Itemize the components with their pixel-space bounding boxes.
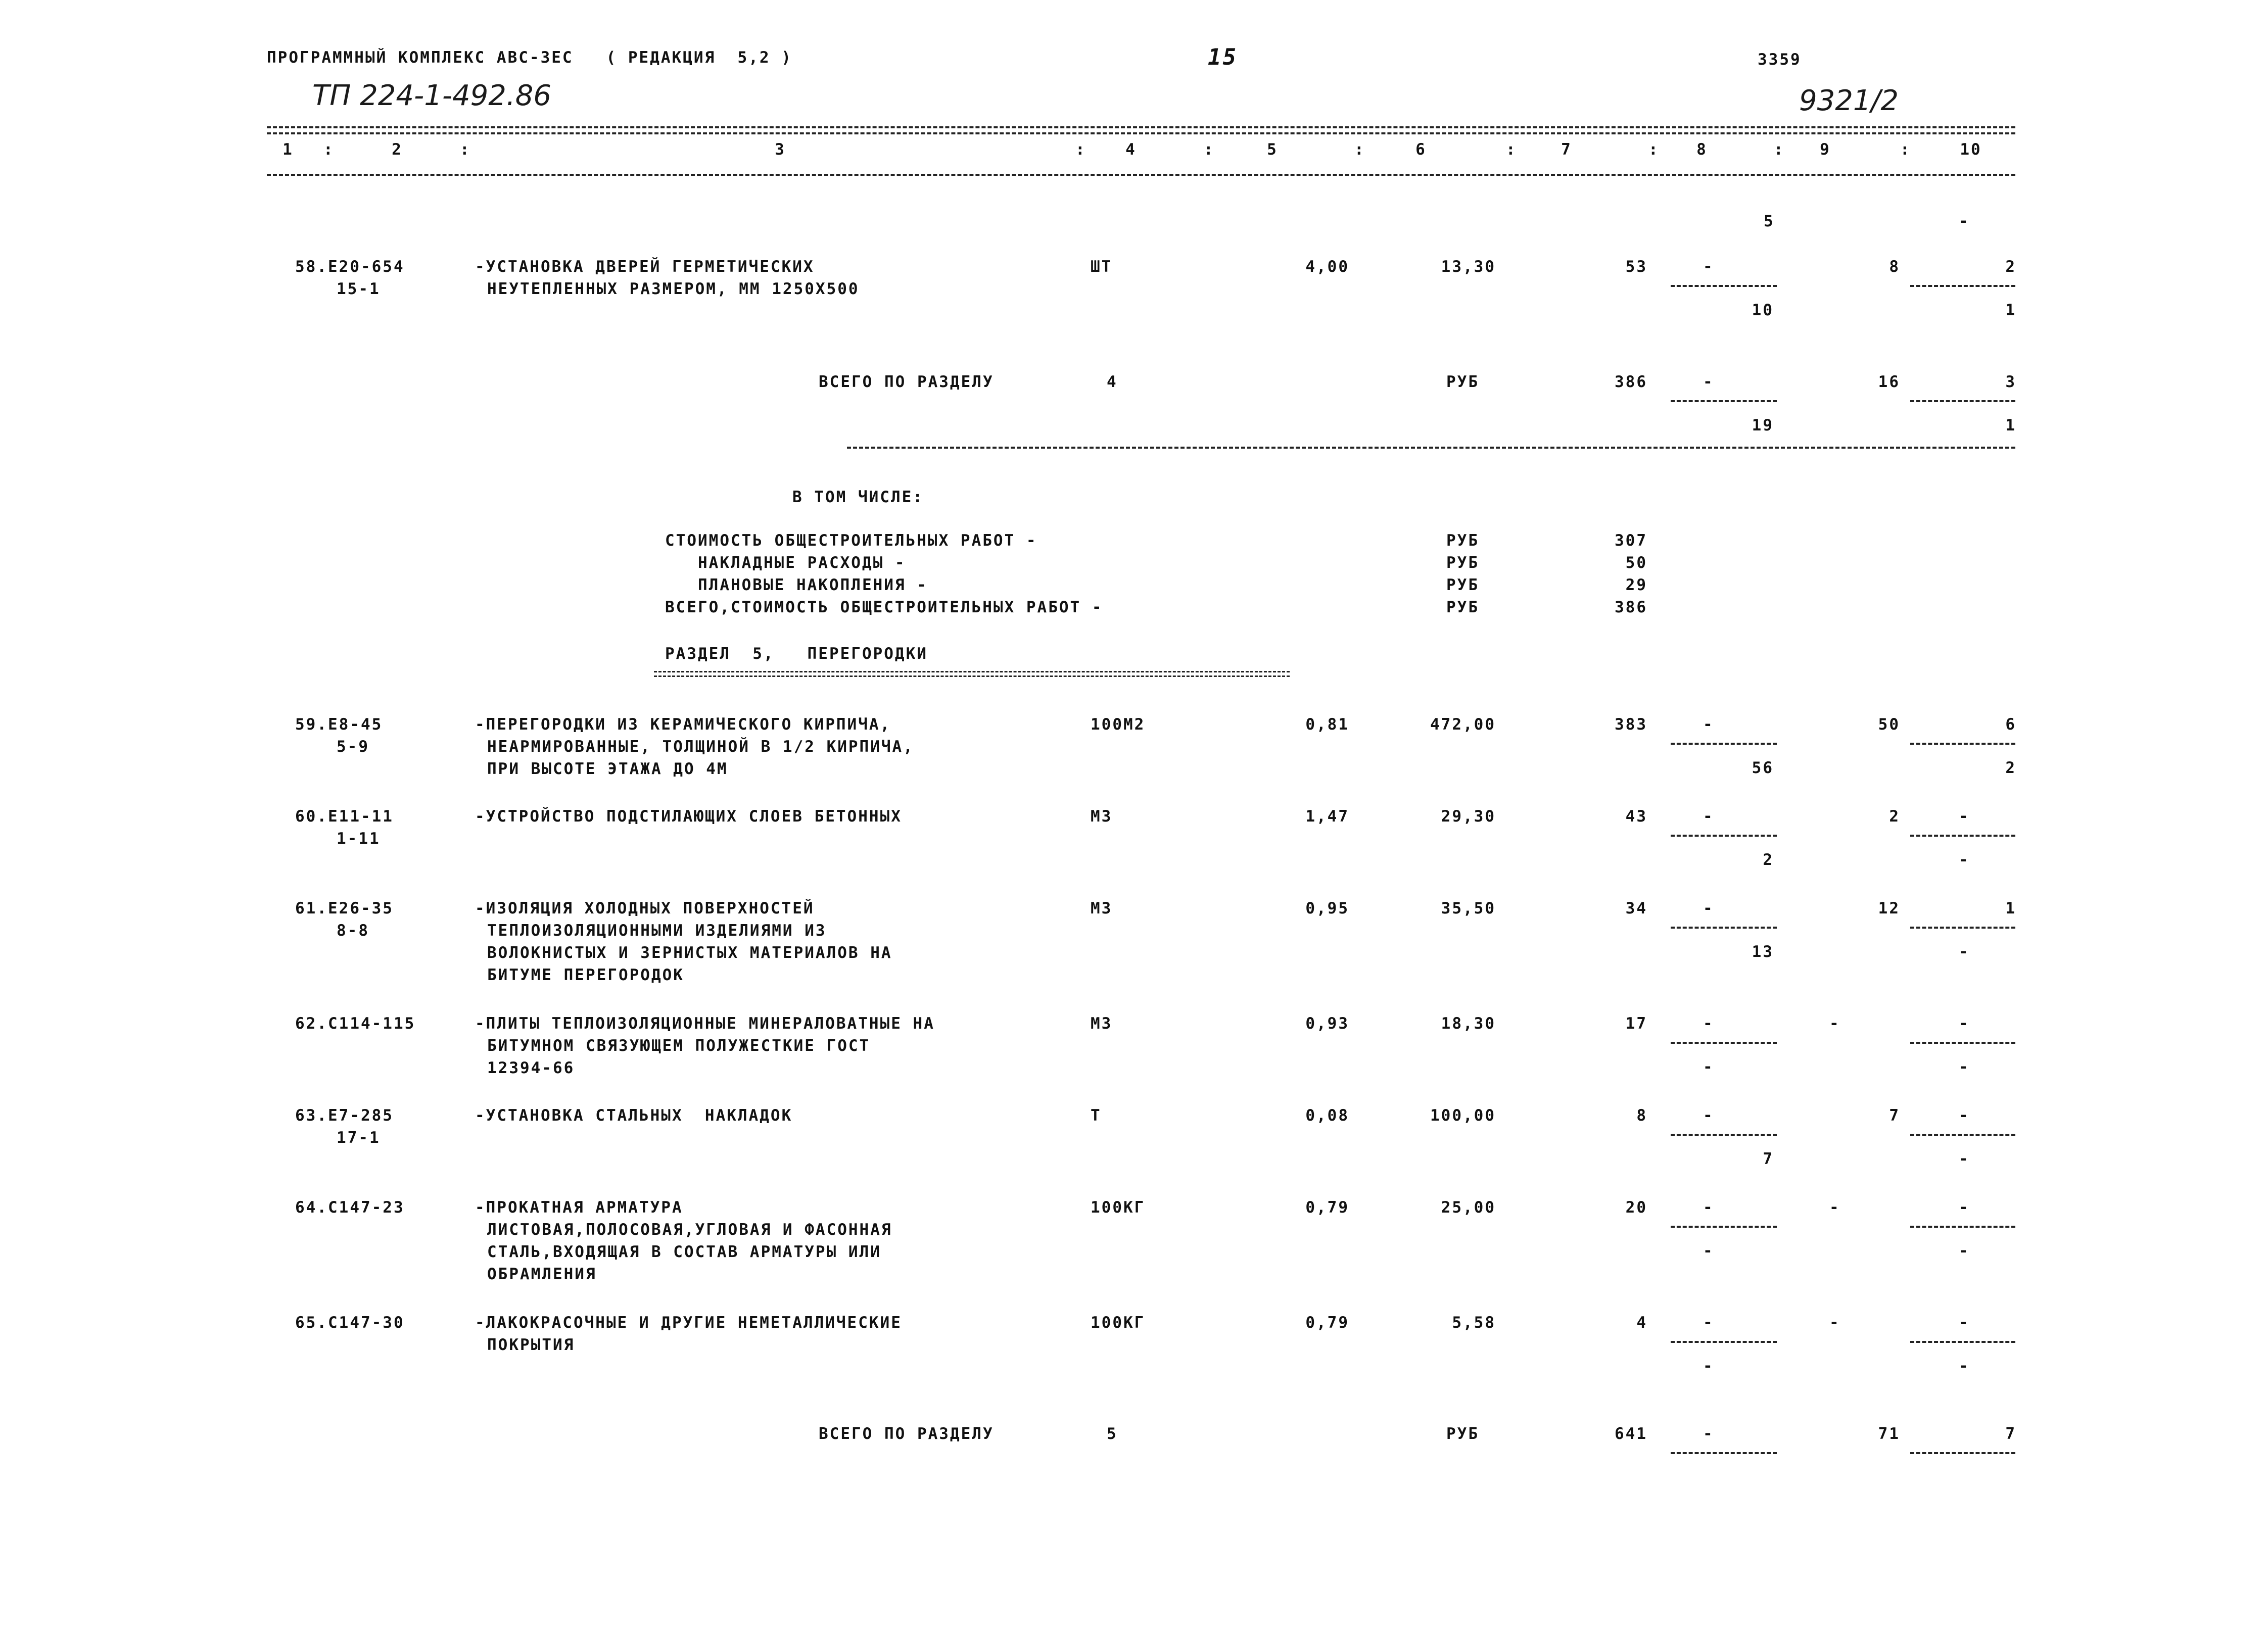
breakdown-label: СТОИМОСТЬ ОБЩЕСТРОИТЕЛЬНЫХ РАБОТ - <box>665 532 1037 550</box>
item-col9: 8 <box>1889 258 1900 276</box>
item-price: 5,58 <box>1452 1314 1496 1332</box>
breakdown-title: В ТОМ ЧИСЛЕ: <box>792 488 924 506</box>
item-total: 34 <box>1625 899 1647 918</box>
item-description: НЕУТЕПЛЕННЫХ РАЗМЕРОМ, ММ 1250Х500 <box>487 280 860 298</box>
item-description: НЕАРМИРОВАННЫЕ, ТОЛЩИНОЙ В 1/2 КИРПИЧА, <box>487 738 914 756</box>
item-col10-bottom: 2 <box>2005 759 2016 777</box>
fraction-rule <box>1671 1226 1777 1228</box>
item-total: 53 <box>1625 258 1647 276</box>
section-heading: РАЗДЕЛ 5, ПЕРЕГОРОДКИ <box>665 645 928 663</box>
item-description: -ИЗОЛЯЦИЯ ХОЛОДНЫХ ПОВЕРХНОСТЕЙ <box>475 899 815 918</box>
breakdown-value: 50 <box>1625 554 1647 572</box>
total-col10-top: 7 <box>2005 1425 2016 1443</box>
item-description: ОБРАМЛЕНИЯ <box>487 1265 597 1283</box>
fraction-rule <box>1910 1042 2015 1044</box>
breakdown-unit: РУБ <box>1446 598 1479 616</box>
item-col8-bottom: 2 <box>1763 851 1774 869</box>
total-col8-top: - <box>1703 1425 1714 1443</box>
item-col10-top: - <box>1959 1314 1970 1332</box>
fraction-rule <box>1671 835 1777 837</box>
section-number: 4 <box>1107 373 1118 391</box>
item-col9: - <box>1829 1198 1840 1217</box>
col-sep: : <box>1354 140 1365 159</box>
item-col8-top: - <box>1703 807 1714 826</box>
item-quantity: 0,08 <box>1305 1106 1349 1125</box>
col-sep: : <box>1204 140 1215 159</box>
col-head-4: 4 <box>1125 140 1137 159</box>
document-code: 3359 <box>1758 51 1802 69</box>
item-col10-bottom: - <box>1959 1058 1970 1076</box>
item-total: 43 <box>1625 807 1647 826</box>
col-head-9: 9 <box>1820 140 1831 159</box>
item-col10-bottom: - <box>1959 943 1970 961</box>
breakdown-unit: РУБ <box>1446 532 1479 550</box>
item-description: ПОКРЫТИЯ <box>487 1336 575 1354</box>
breakdown-value: 386 <box>1615 598 1647 616</box>
item-col9: - <box>1829 1314 1840 1332</box>
item-code: 8-8 <box>337 922 369 940</box>
item-code: 15-1 <box>337 280 381 298</box>
fraction-rule <box>1910 1134 2015 1136</box>
item-number: 61.Е26-35 <box>295 899 394 918</box>
item-col9: 2 <box>1889 807 1900 826</box>
item-quantity: 0,79 <box>1305 1314 1349 1332</box>
total-col8-top: - <box>1703 373 1714 391</box>
fraction-rule <box>1671 1452 1777 1454</box>
fraction-rule <box>1910 1226 2015 1228</box>
item-price: 35,50 <box>1441 899 1496 918</box>
item-total: 4 <box>1636 1314 1647 1332</box>
rule-top-2 <box>267 132 2015 134</box>
total-col9: 16 <box>1878 373 1900 391</box>
item-price: 13,30 <box>1441 258 1496 276</box>
item-col10-bottom: - <box>1959 851 1970 869</box>
item-number: 64.С147-23 <box>295 1198 405 1217</box>
col-head-5: 5 <box>1267 140 1278 159</box>
item-col8-top: - <box>1703 1015 1714 1033</box>
item-col8-top: - <box>1703 899 1714 918</box>
item-price: 29,30 <box>1441 807 1496 826</box>
item-total: 8 <box>1636 1106 1647 1125</box>
item-col9: 12 <box>1878 899 1900 918</box>
item-total: 20 <box>1625 1198 1647 1217</box>
item-description: -ЛАКОКРАСОЧНЫЕ И ДРУГИЕ НЕМЕТАЛЛИЧЕСКИЕ <box>475 1314 902 1332</box>
item-col8-top: - <box>1703 1106 1714 1125</box>
page-number: 15 <box>1208 44 1238 70</box>
item-quantity: 1,47 <box>1305 807 1349 826</box>
fraction-rule <box>1671 1134 1777 1136</box>
col-head-3: 3 <box>775 140 786 159</box>
sheet-reference: 9321/2 <box>1799 84 1899 117</box>
col-head-7: 7 <box>1561 140 1572 159</box>
item-quantity: 0,95 <box>1305 899 1349 918</box>
carry-col8: 5 <box>1764 212 1775 230</box>
section-total: 386 <box>1615 373 1647 391</box>
fraction-rule <box>1671 400 1777 402</box>
item-price: 25,00 <box>1441 1198 1496 1217</box>
rule-section-total <box>847 447 2015 449</box>
item-total: 383 <box>1615 715 1647 734</box>
item-col10-top: 6 <box>2005 715 2016 734</box>
fraction-rule <box>1671 743 1777 745</box>
item-price: 18,30 <box>1441 1015 1496 1033</box>
item-col10-bottom: - <box>1959 1150 1970 1168</box>
item-description: ЛИСТОВАЯ,ПОЛОСОВАЯ,УГЛОВАЯ И ФАСОННАЯ <box>487 1221 892 1239</box>
item-col8-bottom: - <box>1703 1242 1714 1260</box>
item-description: -ПЛИТЫ ТЕПЛОИЗОЛЯЦИОННЫЕ МИНЕРАЛОВАТНЫЕ НА <box>475 1015 935 1033</box>
item-price: 472,00 <box>1430 715 1496 734</box>
breakdown-label: НАКЛАДНЫЕ РАСХОДЫ - <box>665 554 906 572</box>
breakdown-unit: РУБ <box>1446 576 1479 594</box>
item-unit: М3 <box>1091 1015 1113 1033</box>
total-col10-top: 3 <box>2005 373 2016 391</box>
item-col10-top: - <box>1959 1015 1970 1033</box>
item-code: 1-11 <box>337 830 381 848</box>
col-sep: : <box>460 140 471 159</box>
carry-col10: - <box>1959 212 1970 230</box>
col-sep: : <box>1900 140 1911 159</box>
item-description: -ПРОКАТНАЯ АРМАТУРА <box>475 1198 683 1217</box>
col-head-1: 1 <box>282 140 294 159</box>
section-total: 641 <box>1615 1425 1647 1443</box>
item-col10-bottom: - <box>1959 1357 1970 1375</box>
item-description: -ПЕРЕГОРОДКИ ИЗ КЕРАМИЧЕСКОГО КИРПИЧА, <box>475 715 891 734</box>
breakdown-value: 29 <box>1625 576 1647 594</box>
item-col10-bottom: 1 <box>2005 301 2016 319</box>
col-head-2: 2 <box>392 140 403 159</box>
item-description: 12394-66 <box>487 1059 575 1077</box>
item-total: 17 <box>1625 1015 1647 1033</box>
item-unit: 100КГ <box>1091 1314 1146 1332</box>
item-number: 62.С114-115 <box>295 1015 416 1033</box>
item-description: -УСТРОЙСТВО ПОДСТИЛАЮЩИХ СЛОЕВ БЕТОННЫХ <box>475 807 902 826</box>
item-col8-bottom: 56 <box>1752 759 1774 777</box>
item-description: ВОЛОКНИСТЫХ И ЗЕРНИСТЫХ МАТЕРИАЛОВ НА <box>487 944 892 962</box>
item-number: 59.Е8-45 <box>295 715 383 734</box>
item-unit: М3 <box>1091 807 1113 826</box>
col-head-8: 8 <box>1696 140 1708 159</box>
item-number: 63.Е7-285 <box>295 1106 394 1125</box>
col-sep: : <box>1774 140 1785 159</box>
item-unit: М3 <box>1091 899 1113 918</box>
breakdown-label: ПЛАНОВЫЕ НАКОПЛЕНИЯ - <box>665 576 928 594</box>
fraction-rule <box>1671 927 1777 929</box>
item-description: БИТУМЕ ПЕРЕГОРОДОК <box>487 966 684 984</box>
item-col8-top: - <box>1703 258 1714 276</box>
breakdown-label: ВСЕГО,СТОИМОСТЬ ОБЩЕСТРОИТЕЛЬНЫХ РАБОТ - <box>665 598 1103 616</box>
currency-unit: РУБ <box>1446 373 1479 391</box>
section-total-label: ВСЕГО ПО РАЗДЕЛУ <box>819 373 994 391</box>
program-header: ПРОГРАММНЫЙ КОМПЛЕКС АВС-ЗЕС ( РЕДАКЦИЯ 5,2 ) <box>267 49 792 67</box>
item-quantity: 0,79 <box>1305 1198 1349 1217</box>
fraction-rule <box>1910 285 2015 287</box>
item-col10-top: - <box>1959 1106 1970 1125</box>
item-quantity: 4,00 <box>1305 258 1349 276</box>
item-number: 58.Е20-654 <box>295 258 405 276</box>
item-col10-top: - <box>1959 807 1970 826</box>
item-col10-top: - <box>1959 1198 1970 1217</box>
item-col9: - <box>1829 1015 1840 1033</box>
item-description: -УСТАНОВКА СТАЛЬНЫХ НАКЛАДОК <box>475 1106 793 1125</box>
col-head-6: 6 <box>1415 140 1427 159</box>
item-col10-top: 1 <box>2005 899 2016 918</box>
fraction-rule <box>1671 1341 1777 1343</box>
item-description: СТАЛЬ,ВХОДЯЩАЯ В СОСТАВ АРМАТУРЫ ИЛИ <box>487 1243 881 1261</box>
item-quantity: 0,81 <box>1305 715 1349 734</box>
item-description: ТЕПЛОИЗОЛЯЦИОННЫМИ ИЗДЕЛИЯМИ ИЗ <box>487 922 827 940</box>
fraction-rule <box>1910 743 2015 745</box>
item-price: 100,00 <box>1430 1106 1496 1125</box>
fraction-rule <box>1910 927 2015 929</box>
rule-top <box>267 126 2015 128</box>
item-number: 65.С147-30 <box>295 1314 405 1332</box>
item-unit: 100КГ <box>1091 1198 1146 1217</box>
fraction-rule <box>1671 285 1777 287</box>
item-unit: 100М2 <box>1091 715 1146 734</box>
total-col8-bottom: 19 <box>1752 416 1774 435</box>
breakdown-value: 307 <box>1615 532 1647 550</box>
item-col8-top: - <box>1703 715 1714 734</box>
fraction-rule <box>1910 400 2015 402</box>
item-number: 60.Е11-11 <box>295 807 394 826</box>
item-col8-bottom: - <box>1703 1058 1714 1076</box>
col-sep: : <box>1648 140 1660 159</box>
col-sep: : <box>323 140 335 159</box>
item-col9: 7 <box>1889 1106 1900 1125</box>
fraction-rule <box>1671 1042 1777 1044</box>
fraction-rule <box>1910 1452 2015 1454</box>
section-number: 5 <box>1107 1425 1118 1443</box>
item-code: 5-9 <box>337 738 369 756</box>
item-description: -УСТАНОВКА ДВЕРЕЙ ГЕРМЕТИЧЕСКИХ <box>475 258 815 276</box>
col-sep: : <box>1506 140 1517 159</box>
item-col8-bottom: 7 <box>1763 1150 1774 1168</box>
item-description: ПРИ ВЫСОТЕ ЭТАЖА ДО 4М <box>487 760 728 778</box>
item-unit: ШТ <box>1091 258 1113 276</box>
item-col8-top: - <box>1703 1198 1714 1217</box>
rule-header-bottom <box>267 174 2015 176</box>
project-reference: ТП 224-1-492.86 <box>312 79 551 112</box>
col-sep: : <box>1075 140 1086 159</box>
item-col8-top: - <box>1703 1314 1714 1332</box>
fraction-rule <box>1910 835 2015 837</box>
col-head-10: 10 <box>1960 140 1982 159</box>
item-col8-bottom: 10 <box>1752 301 1774 319</box>
breakdown-unit: РУБ <box>1446 554 1479 572</box>
item-quantity: 0,93 <box>1305 1015 1349 1033</box>
total-col10-bottom: 1 <box>2005 416 2016 435</box>
item-col8-bottom: 13 <box>1752 943 1774 961</box>
item-col9: 50 <box>1878 715 1900 734</box>
item-col10-bottom: - <box>1959 1242 1970 1260</box>
item-col10-top: 2 <box>2005 258 2016 276</box>
fraction-rule <box>1910 1341 2015 1343</box>
total-col9: 71 <box>1878 1425 1900 1443</box>
section-heading-underline <box>654 671 1290 677</box>
item-code: 17-1 <box>337 1129 381 1147</box>
item-description: БИТУМНОМ СВЯЗУЮЩЕМ ПОЛУЖЕСТКИЕ ГОСТ <box>487 1037 871 1055</box>
item-col8-bottom: - <box>1703 1357 1714 1375</box>
currency-unit: РУБ <box>1446 1425 1479 1443</box>
section-total-label: ВСЕГО ПО РАЗДЕЛУ <box>819 1425 994 1443</box>
item-unit: Т <box>1091 1106 1102 1125</box>
